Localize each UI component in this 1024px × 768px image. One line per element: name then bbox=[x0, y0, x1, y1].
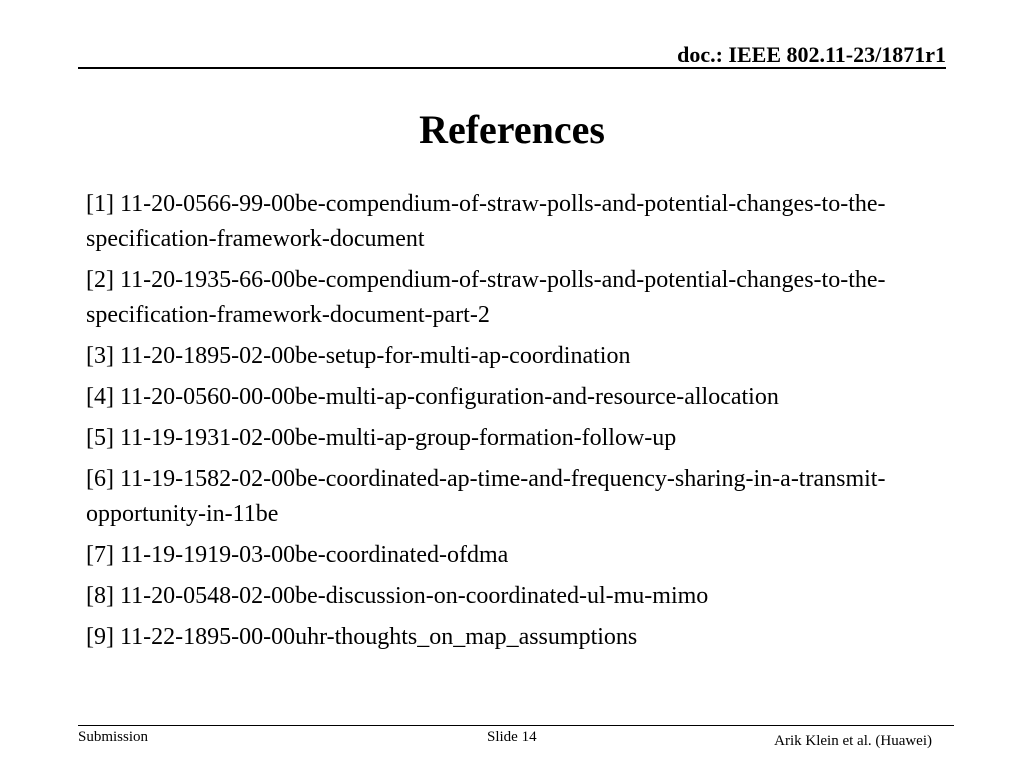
reference-item-3: [3] 11-20-1895-02-00be-setup-for-multi-ap-coordination bbox=[86, 343, 631, 369]
reference-item-7: [7] 11-19-1919-03-00be-coordinated-ofdma bbox=[86, 542, 509, 568]
slide-number: Slide 14 bbox=[487, 729, 537, 745]
reference-item-6: [6] 11-19-1582-02-00be-coordinated-ap-time-and-frequency-sharing-in-a-transmit-opportunity-in-11be bbox=[86, 466, 886, 527]
reference-item-2: [2] 11-20-1935-66-00be-compendium-of-straw-polls-and-potential-changes-to-the-specification-framework-document-part-2 bbox=[86, 267, 886, 328]
footer-divider bbox=[78, 725, 954, 726]
document-id: doc.: IEEE 802.11-23/1871r1 bbox=[677, 42, 946, 67]
header-divider bbox=[78, 67, 946, 69]
reference-item-4: [4] 11-20-0560-00-00be-multi-ap-configuration-and-resource-allocation bbox=[86, 384, 779, 410]
reference-item-1: [1] 11-20-0566-99-00be-compendium-of-straw-polls-and-potential-changes-to-the-specification-framework-document bbox=[86, 191, 886, 252]
reference-item-5: [5] 11-19-1931-02-00be-multi-ap-group-formation-follow-up bbox=[86, 425, 677, 451]
footer-submission: Submission bbox=[78, 729, 149, 745]
reference-list bbox=[86, 187, 966, 661]
reference-item-8: [8] 11-20-0548-02-00be-discussion-on-coordinated-ul-mu-mimo bbox=[86, 583, 709, 609]
slide-title: References bbox=[419, 107, 605, 152]
reference-item-9: [9] 11-22-1895-00-00uhr-thoughts_on_map_assumptions bbox=[86, 624, 638, 650]
footer-author: Arik Klein et al. (Huawei) bbox=[774, 733, 932, 749]
